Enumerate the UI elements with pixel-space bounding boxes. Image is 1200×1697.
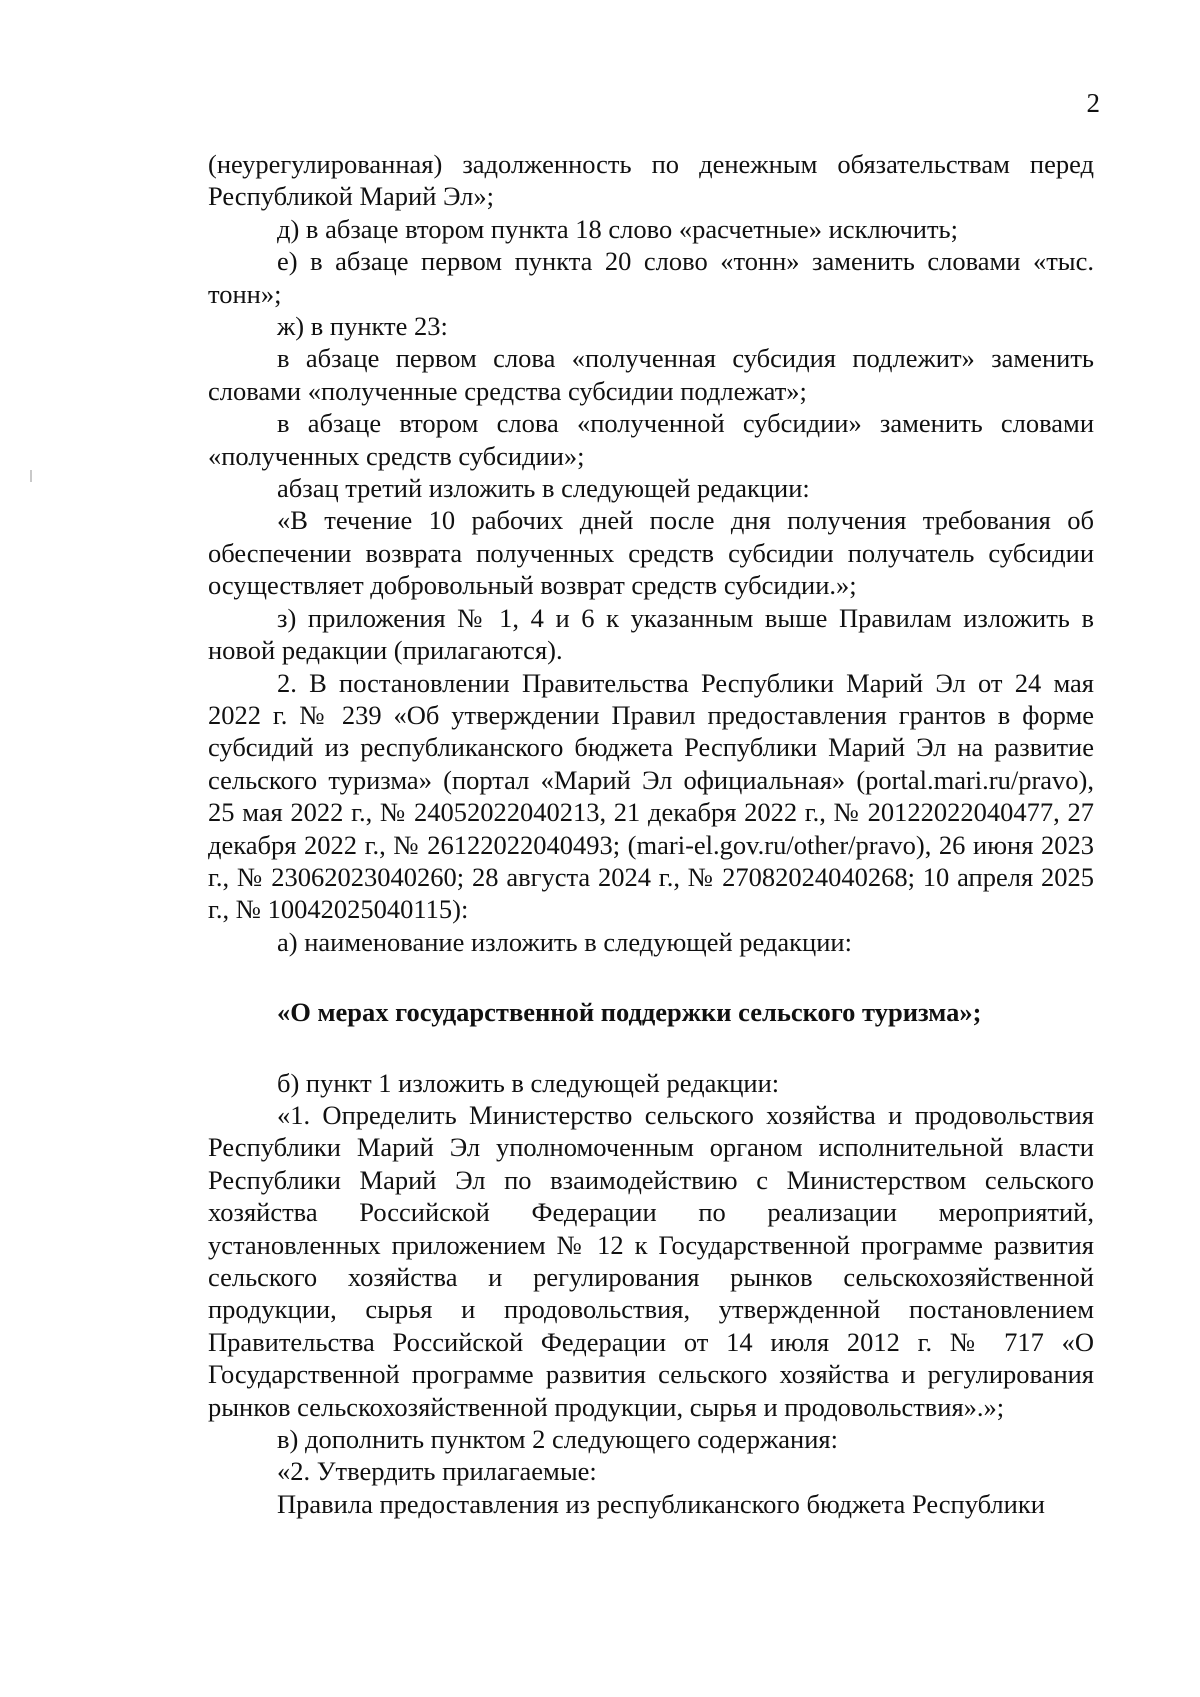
paragraph-item-a: а) наименование изложить в следующей редакции: <box>277 926 852 957</box>
paragraph-rules-title: Правила предоставления из республиканского бюджета Республики <box>277 1488 1045 1519</box>
paragraph-item-z: з) приложения № 1, 4 и 6 к указанным выше Правилам изложить в новой редакции (прилагаются). <box>208 602 1094 666</box>
page-number: 2 <box>1086 88 1100 118</box>
paragraph-item-d: д) в абзаце втором пункта 18 слово «расчетные» исключить; <box>277 213 958 244</box>
paragraph-new-title: «О мерах государственной поддержки сельского туризма»; <box>277 997 982 1028</box>
paragraph-quoted-point-1: «1. Определить Министерство сельского хозяйства и продовольствия Республики Марий Эл уполномоченным органом исполнительной власти Республики Марий Эл по взаимодействию с Министерством сельского хозяйства Российской Федерации по реализации мероприятий, установленных приложением № 12 к Государственной программе развития сельского хозяйства и регулирования рынков сельскохозяйственной продукции, сырья и продовольствия, утвержденной постановлением Правительства Российской Федерации от 14 июля 2012 г. № 717 «О Государственной программе развития сельского хозяйства и регулирования рынков сельскохозяйственной продукции, сырья и продовольствия».»; <box>208 1099 1094 1422</box>
paragraph-item-zh-third: абзац третий изложить в следующей редакции: <box>277 473 810 504</box>
scan-artifact <box>30 470 32 482</box>
paragraph-item-e: е) в абзаце первом пункта 20 слово «тонн» заменить словами «тыс. тонн»; <box>208 246 1094 309</box>
paragraph-debt-continuation: (неурегулированная) задолженность по денежным обязательствам перед Республикой Марий Эл»; <box>208 149 1094 212</box>
paragraph-item-zh-first: в абзаце первом слова «полученная субсидия подлежит» заменить словами «полученные средства субсидии подлежат»; <box>208 343 1094 406</box>
paragraph-quoted-point-2: «2. Утвердить прилагаемые: <box>277 1456 597 1487</box>
paragraph-item-zh-second: в абзаце втором слова «полученной субсидии» заменить словами «полученных средств субсидии»; <box>208 408 1094 471</box>
paragraph-item-v: в) дополнить пунктом 2 следующего содержания: <box>277 1424 838 1455</box>
paragraph-item-zh: ж) в пункте 23: <box>277 311 448 342</box>
paragraph-item-b: б) пункт 1 изложить в следующей редакции: <box>277 1067 780 1098</box>
document-body <box>208 148 1094 1520</box>
paragraph-quoted-refund: «В течение 10 рабочих дней после дня получения требования об обеспечении возврата полученных средств субсидии получатель субсидии осуществляет добровольный возврат средств субсидии.»; <box>208 505 1094 601</box>
paragraph-section-2: 2. В постановлении Правительства Республики Марий Эл от 24 мая 2022 г. № 239 «Об утверждении Правил предоставления грантов в форме субсидий из республиканского бюджета Республики Марий Эл на развитие сельского туризма» (портал «Марий Эл официальная» (portal.mari.ru/pravo), 25 мая 2022 г., № 24052022040213, 21 декабря 2022 г., № 20122022040477, 27 декабря 2022 г., № 26122022040493; (mari-el.gov.ru/other/pravo), 26 июня 2023 г., № 23062023040260; 28 августа 2024 г., № 27082024040268; 10 апреля 2025 г., № 10042025040115): <box>208 667 1094 925</box>
